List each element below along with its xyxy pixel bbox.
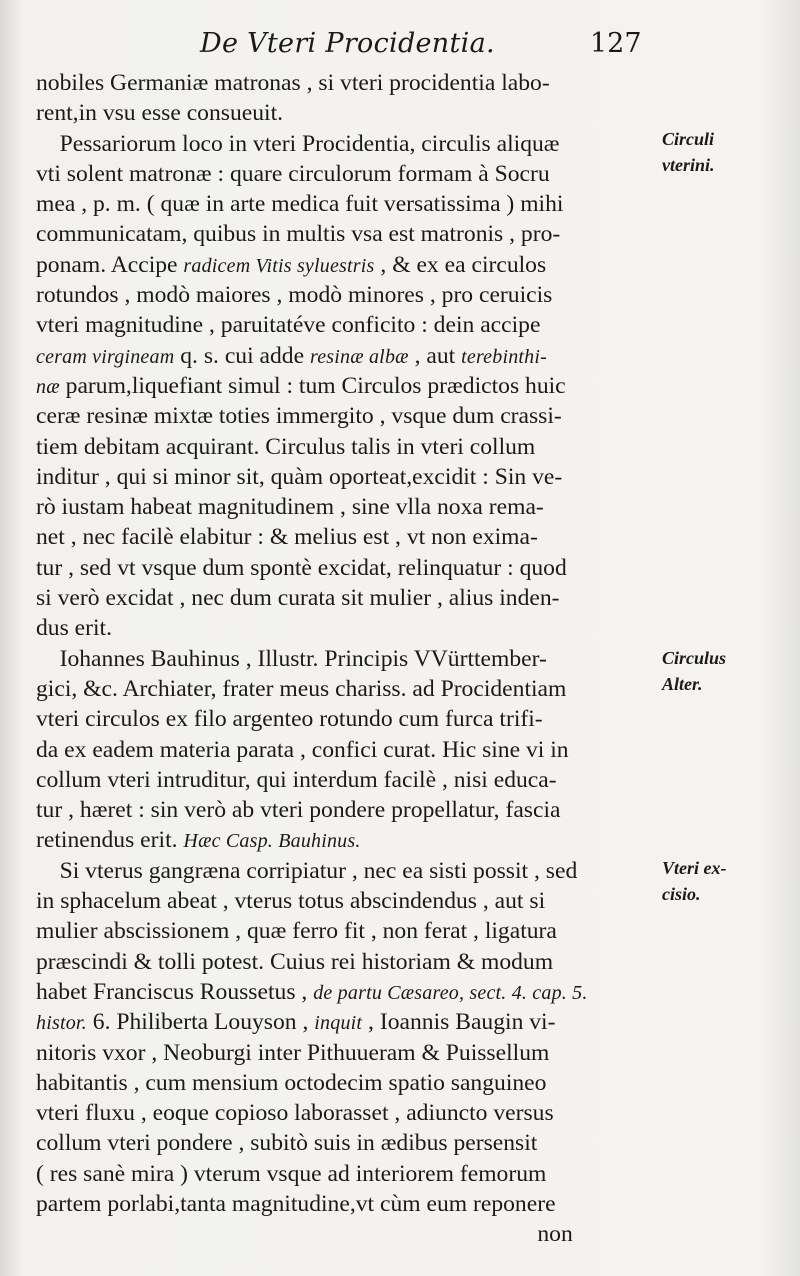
text-line <box>36 856 651 886</box>
text-line <box>36 1068 651 1098</box>
text-line <box>36 735 651 765</box>
text-line <box>36 310 651 340</box>
text-line <box>36 129 651 159</box>
text-segment: q. s. cui adde <box>174 342 310 369</box>
marginal-note-line: vterini. <box>662 155 715 175</box>
text-line <box>36 371 651 401</box>
text-segment: habitantis , cum mensium octodecim spatio sanguineo <box>36 1069 547 1096</box>
text-segment: , Ioannis Baugin vi- <box>362 1009 556 1036</box>
text-segment: tur , hæret : sin verò ab vteri pondere propellatur, fascia <box>36 797 561 824</box>
text-line <box>36 462 651 492</box>
text-line <box>36 219 651 249</box>
text-segment: , & ex ea circulos <box>374 251 547 278</box>
text-line <box>36 250 651 280</box>
text-line <box>36 644 651 674</box>
text-segment: nobiles Germaniæ matronas , si vteri procidentia labo- <box>36 70 550 96</box>
text-line <box>36 1038 651 1068</box>
italic-segment: histor. <box>36 1012 87 1035</box>
text-line <box>36 98 651 128</box>
text-segment: rò iustam habeat magnitudinem , sine vlla noxa rema- <box>36 494 544 521</box>
text-line <box>36 522 651 552</box>
text-segment: communicatam, quibus in multis vsa est matronis , pro- <box>36 221 561 248</box>
text-line <box>36 825 651 855</box>
text-line <box>36 1159 651 1189</box>
text-segment: partem porlabi,tanta magnitudine,vt cùm eum reponere <box>36 1190 556 1217</box>
text-line <box>36 432 651 462</box>
text-line <box>36 947 651 977</box>
text-segment: vteri circulos ex filo argenteo rotundo cum furca trifi- <box>36 706 543 733</box>
page-number: 127 <box>590 28 642 59</box>
text-segment: si verò excidat , nec dum curata sit mulier , alius inden- <box>36 585 560 612</box>
text-segment: non <box>36 1221 573 1248</box>
text-segment: nitoris vxor , Neoburgi inter Pithuueram & Puissellum <box>36 1039 550 1066</box>
text-segment: mulier abscissionem , quæ ferro fit , non ferat , ligatura <box>36 918 557 945</box>
text-segment: collum vteri intruditur, qui interdum facilè , nisi educa- <box>36 766 557 793</box>
text-line <box>36 886 651 916</box>
text-segment: tiem debitam acquirant. Circulus talis in vteri collum <box>36 433 536 460</box>
text-line <box>36 916 651 946</box>
text-line <box>36 280 651 310</box>
running-title: De Vteri Procidentia. <box>200 28 495 59</box>
text-segment: præscindi & tolli potest. Cuius rei historiam & modum <box>36 948 554 975</box>
text-line <box>36 613 651 643</box>
text-line <box>36 159 651 189</box>
text-line <box>36 1189 651 1219</box>
marginal-note-vteri-excisio <box>662 855 792 907</box>
text-line <box>36 189 651 219</box>
italic-segment: Hæc Casp. Bauhinus. <box>183 830 361 853</box>
text-segment: parum,liquefiant simul : tum Circulos prædictos huic <box>59 372 566 399</box>
italic-segment: ceram virgineam <box>36 345 175 368</box>
italic-segment: inquit <box>314 1012 363 1035</box>
text-line <box>36 977 651 1007</box>
text-line <box>36 1219 651 1249</box>
text-segment: in sphacelum abeat , vterus totus abscindendus , aut si <box>36 888 546 915</box>
text-segment: 6. Philiberta Louyson , <box>86 1009 315 1036</box>
text-segment: ponam. Accipe <box>36 251 184 278</box>
text-segment: ( res sanè mira ) vterum vsque ad interiorem femorum <box>36 1160 547 1187</box>
marginal-note-line: Circulus <box>662 648 727 668</box>
text-segment: vteri magnitudine , paruitatéve conficito : dein accipe <box>36 312 541 339</box>
marginal-note-line: cisio. <box>662 884 701 904</box>
text-line <box>36 341 651 371</box>
text-segment: habet Franciscus Roussetus , <box>36 978 314 1005</box>
text-line <box>36 583 651 613</box>
text-segment: , aut <box>408 342 462 369</box>
text-segment: vti solent matronæ : quare circulorum formam à Socru <box>36 160 550 187</box>
marginal-note-circulus-alter <box>662 645 792 697</box>
text-line <box>36 492 651 522</box>
text-segment: Iohannes Bauhinus , Illustr. Principis VVürttember- <box>36 645 547 672</box>
italic-segment: radicem Vitis syluestris <box>183 254 375 277</box>
text-segment: retinendus erit. <box>36 827 184 854</box>
text-segment: tur , sed vt vsque dum spontè excidat, relinquatur : quod <box>36 554 567 581</box>
text-segment: vteri fluxu , eoque copioso laborasset , adiuncto versus <box>36 1100 554 1127</box>
text-segment: dus erit. <box>36 615 113 642</box>
text-segment: net , nec facilè elabitur : & melius est , vt non exima- <box>36 524 538 551</box>
text-line <box>36 401 651 431</box>
text-line <box>36 553 651 583</box>
text-line <box>36 674 651 704</box>
text-segment: Pessariorum loco in vteri Procidentia, circulis aliquæ <box>36 130 560 157</box>
text-segment: rent,in vsu esse consueuit. <box>36 100 284 127</box>
text-line <box>36 1007 651 1037</box>
body-text <box>36 68 651 1250</box>
italic-segment: næ <box>36 375 60 398</box>
text-segment: Si vterus gangræna corripiatur , nec ea sisti possit , sed <box>36 857 578 884</box>
text-line <box>36 704 651 734</box>
marginal-note-line: Vteri ex- <box>662 858 727 878</box>
text-segment: inditur , qui si minor sit, quàm oporteat,excidit : Sin ve- <box>36 463 563 490</box>
text-segment: gici, &c. Archiater, frater meus chariss. ad Procidentiam <box>36 675 567 702</box>
text-line <box>36 795 651 825</box>
text-segment: mea , p. m. ( quæ in arte medica fuit versatissima ) mihi <box>36 191 564 218</box>
text-segment: da ex eadem materia parata , confici curat. Hic sine vi in <box>36 736 569 763</box>
italic-segment: resinæ albæ <box>309 345 409 368</box>
text-segment: rotundos , modò maiores , modò minores , pro ceruicis <box>36 282 553 309</box>
marginal-note-line: Alter. <box>662 674 703 694</box>
marginal-note-circuli-vterini <box>662 126 792 178</box>
text-line <box>36 68 651 98</box>
text-segment: ceræ resinæ mixtæ toties immergito , vsque dum crassi- <box>36 403 562 430</box>
text-line <box>36 1128 651 1158</box>
italic-segment: terebinthi- <box>461 345 547 368</box>
text-line <box>36 765 651 795</box>
page-header <box>0 28 800 68</box>
marginal-note-line: Circuli <box>662 129 715 149</box>
italic-segment: de partu Cæsareo, sect. 4. cap. 5. <box>313 981 588 1004</box>
text-line <box>36 1098 651 1128</box>
text-segment: collum vteri pondere , subitò suis in ædibus persensit <box>36 1130 538 1157</box>
